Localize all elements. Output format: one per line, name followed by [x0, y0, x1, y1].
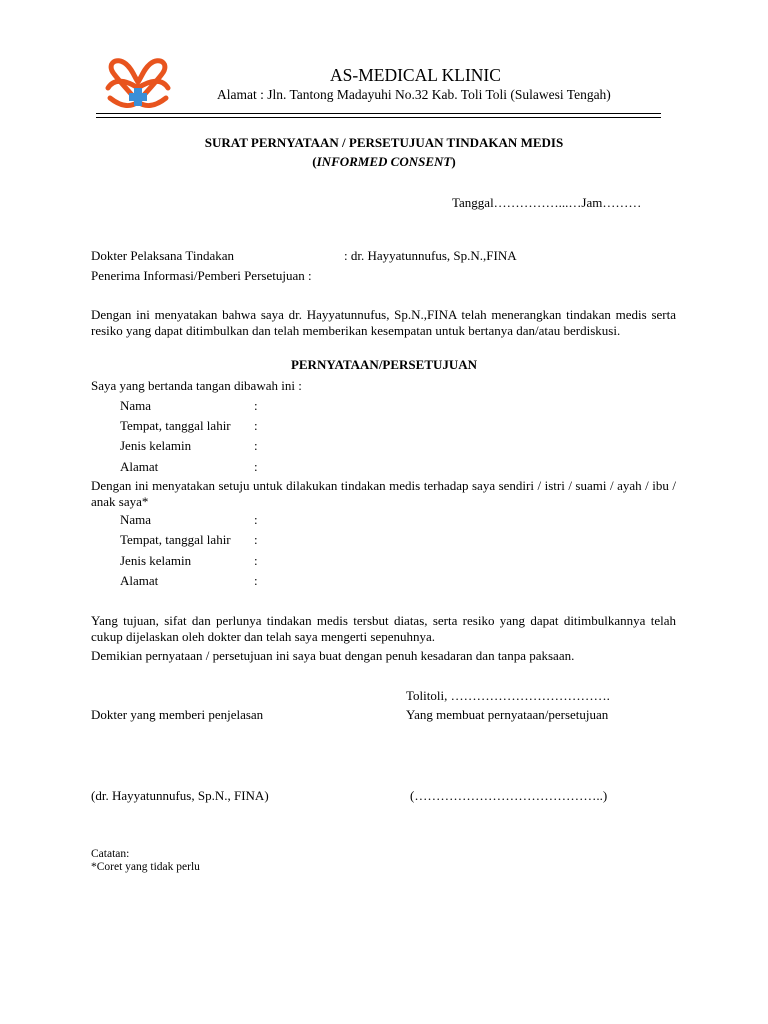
header-divider-thick	[96, 113, 661, 114]
date-time-line: Tanggal……………...…Jam………	[452, 195, 642, 210]
patient-signature-heading: Yang membuat pernyataan/persetujuan	[406, 707, 609, 722]
signer-address-colon: :	[254, 459, 258, 474]
signer-gender-label: Jenis kelamin	[120, 438, 192, 453]
clinic-name: AS-MEDICAL KLINIC	[330, 65, 501, 85]
document-subtitle: (INFORMED CONSENT)	[312, 154, 456, 169]
header-divider-thin	[96, 117, 661, 118]
place-date: Tolitoli, ……………………………….	[406, 688, 610, 703]
explanation-paragraph: Yang tujuan, sifat dan perlunya tindakan medis tersbut diatas, serta resiko yang dapat ditimbulkannya telah cukup dijelaskan oleh dokter dan telah saya mengerti sepenuhnya.	[91, 613, 676, 644]
notes-label: Catatan:	[91, 848, 130, 860]
signer-name-label: Nama	[120, 398, 152, 413]
closing-paragraph: Demikian pernyataan / persetujuan ini saya buat dengan penuh kesadaran dan tanpa paksaan.	[91, 648, 575, 663]
clinic-logo-icon	[104, 58, 172, 112]
document-title: SURAT PERNYATAAN / PERSETUJUAN TINDAKAN MEDIS	[204, 135, 564, 150]
intro-paragraph: Dengan ini menyatakan bahwa saya dr. Hayyatunnufus, Sp.N.,FINA telah menerangkan tindakan medis serta resiko yang dapat ditimbulkan dan telah memberikan kesempatan untuk bertanya dan/atau berdiskusi.	[91, 307, 676, 338]
consent-paragraph: Dengan ini menyatakan setuju untuk dilakukan tindakan medis terhadap saya sendiri / istri / suami / ayah / ibu / anak saya*	[91, 478, 676, 509]
doctor-label: Dokter Pelaksana Tindakan	[91, 248, 234, 263]
signer-intro: Saya yang bertanda tangan dibawah ini :	[91, 378, 302, 393]
signer-birth-colon: :	[254, 418, 258, 433]
signer-gender-colon: :	[254, 438, 258, 453]
doctor-signature-name: (dr. Hayyatunnufus, Sp.N., FINA)	[91, 788, 269, 803]
patient-birth-colon: :	[254, 532, 258, 547]
patient-address-colon: :	[254, 573, 258, 588]
patient-gender-colon: :	[254, 553, 258, 568]
signer-address-label: Alamat	[120, 459, 159, 474]
signer-name-colon: :	[254, 398, 258, 413]
patient-name-colon: :	[254, 512, 258, 527]
signer-birth-label: Tempat, tanggal lahir	[120, 418, 231, 433]
recipient-label: Penerima Informasi/Pemberi Persetujuan :	[91, 268, 312, 283]
patient-birth-label: Tempat, tanggal lahir	[120, 532, 231, 547]
section-title: PERNYATAAN/PERSETUJUAN	[290, 357, 478, 372]
patient-gender-label: Jenis kelamin	[120, 553, 192, 568]
clinic-address: Alamat : Jln. Tantong Madayuhi No.32 Kab. Toli Toli (Sulawesi Tengah)	[217, 87, 611, 102]
doctor-value: : dr. Hayyatunnufus, Sp.N.,FINA	[344, 248, 517, 263]
notes-text: *Coret yang tidak perlu	[91, 861, 200, 873]
patient-name-label: Nama	[120, 512, 152, 527]
doctor-signature-heading: Dokter yang memberi penjelasan	[91, 707, 264, 722]
patient-address-label: Alamat	[120, 573, 159, 588]
patient-signature-name: (……………………………………..)	[410, 788, 608, 803]
